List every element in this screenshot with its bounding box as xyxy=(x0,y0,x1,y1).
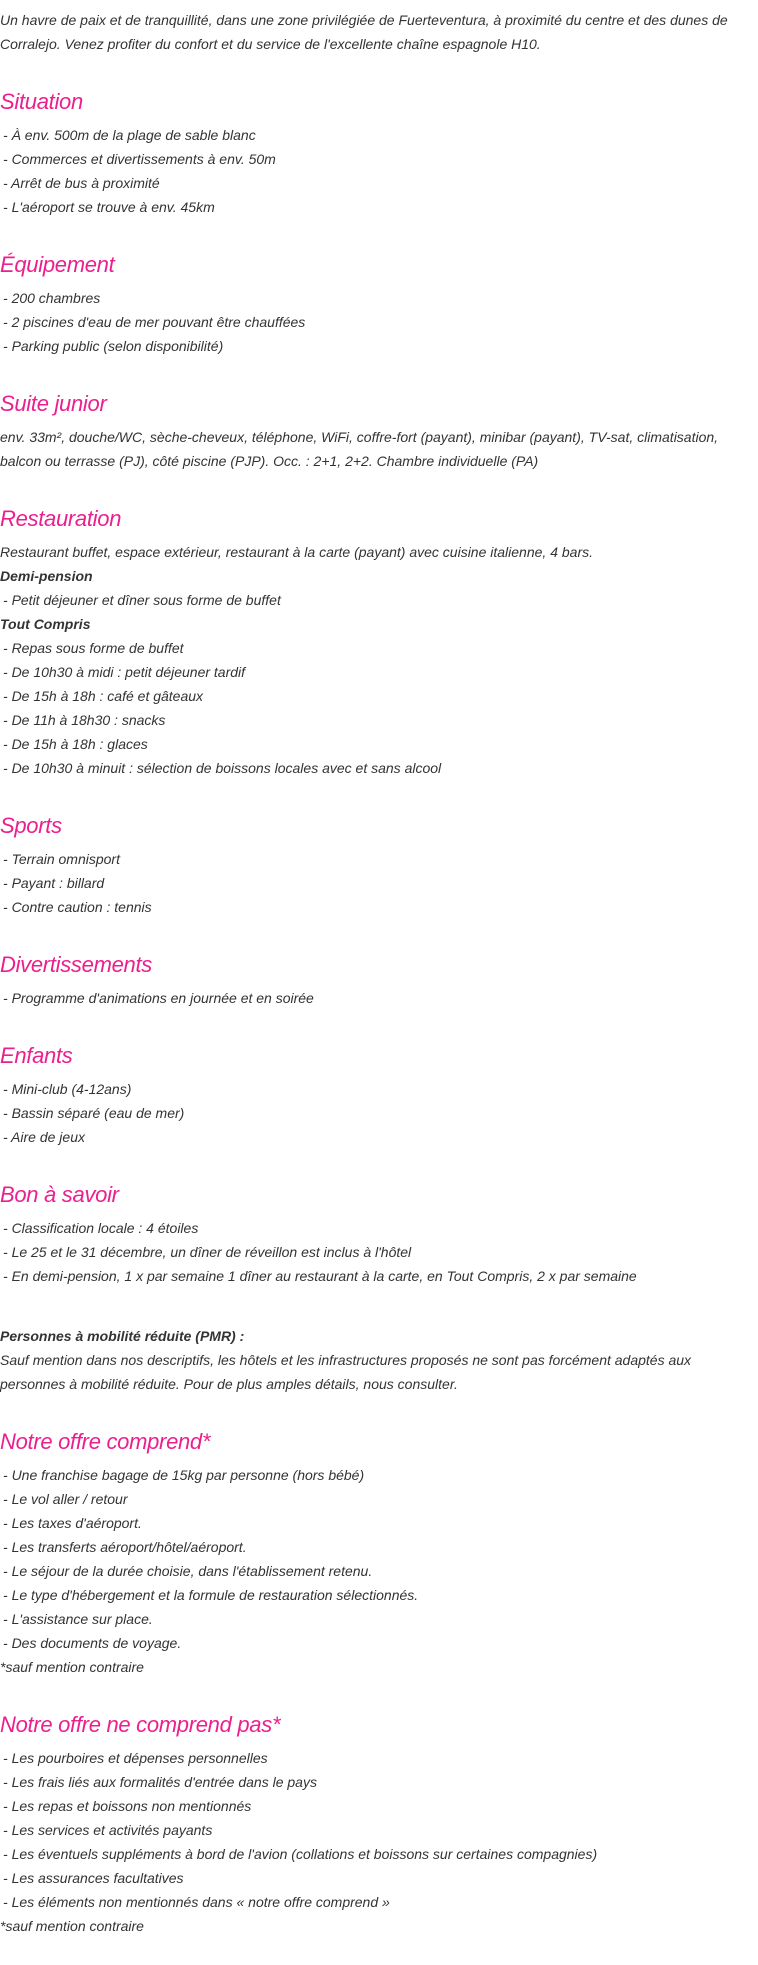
demi-pension-list xyxy=(0,588,758,612)
list-item: - 200 chambres xyxy=(0,286,758,310)
section-offre-ne-comprend-pas xyxy=(0,1710,758,1938)
tout-compris-list xyxy=(0,636,758,780)
list-item: - Petit déjeuner et dîner sous forme de buffet xyxy=(0,588,758,612)
section-title-sports: Sports xyxy=(0,813,62,838)
section-title-offre-ne-comprend-pas: Notre offre ne comprend pas* xyxy=(0,1712,281,1737)
suite-text: env. 33m², douche/WC, sèche-cheveux, téléphone, WiFi, coffre-fort (payant), minibar (payant), TV-sat, climatisation, balcon ou terrasse (PJ), côté piscine (PJP). Occ. : 2+1, 2+2. Chambre individuelle (PA) xyxy=(0,429,719,469)
restauration-text: Restaurant buffet, espace extérieur, restaurant à la carte (payant) avec cuisine italienne, 4 bars. xyxy=(0,544,593,560)
list-item: - De 10h30 à midi : petit déjeuner tardif xyxy=(0,660,758,684)
list-item: - Commerces et divertissements à env. 50m xyxy=(0,147,758,171)
section-situation xyxy=(0,87,758,219)
section-sports xyxy=(0,811,758,919)
list-item: - Le type d'hébergement et la formule de restauration sélectionnés. xyxy=(0,1583,758,1607)
offre-ne-comprend-pas-list xyxy=(0,1746,758,1938)
footnote: *sauf mention contraire xyxy=(0,1659,144,1675)
list-item: - Le 25 et le 31 décembre, un dîner de réveillon est inclus à l'hôtel xyxy=(0,1240,758,1264)
intro-text: Un havre de paix et de tranquillité, dans une zone privilégiée de Fuerteventura, à proximité du centre et des dunes de Corralejo. Venez profiter du confort et du service de l'excellente chaîne espagnole H10. xyxy=(0,12,728,52)
section-title-enfants: Enfants xyxy=(0,1043,73,1068)
list-item: - Les transferts aéroport/hôtel/aéroport. xyxy=(0,1535,758,1559)
list-item: - Bassin séparé (eau de mer) xyxy=(0,1101,758,1125)
section-offre-comprend xyxy=(0,1427,758,1679)
situation-list xyxy=(0,123,758,219)
demi-pension-label: Demi-pension xyxy=(0,568,93,584)
list-item: - Les taxes d'aéroport. xyxy=(0,1511,758,1535)
list-item: - Une franchise bagage de 15kg par personne (hors bébé) xyxy=(0,1463,758,1487)
list-item: - Repas sous forme de buffet xyxy=(0,636,758,660)
list-item: - De 15h à 18h : glaces xyxy=(0,732,758,756)
list-item: - Les éléments non mentionnés dans « notre offre comprend » xyxy=(0,1890,758,1914)
pmr-label: Personnes à mobilité réduite (PMR) : xyxy=(0,1328,245,1344)
section-title-suite: Suite junior xyxy=(0,391,107,416)
list-item: - De 10h30 à minuit : sélection de boissons locales avec et sans alcool xyxy=(0,756,758,780)
section-equipement xyxy=(0,250,758,358)
list-item: - L'assistance sur place. xyxy=(0,1607,758,1631)
list-item: - Parking public (selon disponibilité) xyxy=(0,334,758,358)
list-item: - Programme d'animations en journée et en soirée xyxy=(0,986,758,1010)
list-item: - Arrêt de bus à proximité xyxy=(0,171,758,195)
list-item: - Le vol aller / retour xyxy=(0,1487,758,1511)
list-item: - Aire de jeux xyxy=(0,1125,758,1149)
list-item: - Contre caution : tennis xyxy=(0,895,758,919)
section-suite xyxy=(0,389,758,473)
sports-list xyxy=(0,847,758,919)
list-item: - L'aéroport se trouve à env. 45km xyxy=(0,195,758,219)
section-divertissements xyxy=(0,950,758,1010)
section-enfants xyxy=(0,1041,758,1149)
tout-compris-label: Tout Compris xyxy=(0,616,91,632)
divertissements-list xyxy=(0,986,758,1010)
pmr-block xyxy=(0,1324,758,1396)
list-item: - Les pourboires et dépenses personnelles xyxy=(0,1746,758,1770)
list-item: - Les frais liés aux formalités d'entrée dans le pays xyxy=(0,1770,758,1794)
section-restauration xyxy=(0,504,758,780)
equipement-list xyxy=(0,286,758,358)
list-item: - De 11h à 18h30 : snacks xyxy=(0,708,758,732)
list-item: - De 15h à 18h : café et gâteaux xyxy=(0,684,758,708)
pmr-text: Sauf mention dans nos descriptifs, les hôtels et les infrastructures proposés ne sont pas forcément adaptés aux personnes à mobilité réduite. Pour de plus amples détails, nous consulter. xyxy=(0,1352,692,1392)
section-title-situation: Situation xyxy=(0,89,83,114)
section-title-restauration: Restauration xyxy=(0,506,122,531)
list-item: - Les assurances facultatives xyxy=(0,1866,758,1890)
section-title-offre-comprend: Notre offre comprend* xyxy=(0,1429,211,1454)
bon-a-savoir-list xyxy=(0,1216,758,1288)
list-item: - En demi-pension, 1 x par semaine 1 dîner au restaurant à la carte, en Tout Compris, 2 x par semaine xyxy=(0,1264,758,1288)
list-item: - Mini-club (4-12ans) xyxy=(0,1077,758,1101)
footnote: *sauf mention contraire xyxy=(0,1918,144,1934)
enfants-list xyxy=(0,1077,758,1149)
section-title-divertissements: Divertissements xyxy=(0,952,152,977)
section-title-equipement: Équipement xyxy=(0,252,115,277)
list-item: - 2 piscines d'eau de mer pouvant être chauffées xyxy=(0,310,758,334)
list-item: - Des documents de voyage. xyxy=(0,1631,758,1655)
list-item: - Les repas et boissons non mentionnés xyxy=(0,1794,758,1818)
section-bon-a-savoir xyxy=(0,1180,758,1288)
section-title-bon-a-savoir: Bon à savoir xyxy=(0,1182,119,1207)
list-item: - Les services et activités payants xyxy=(0,1818,758,1842)
list-item: - Le séjour de la durée choisie, dans l'établissement retenu. xyxy=(0,1559,758,1583)
list-item: - Les éventuels suppléments à bord de l'avion (collations et boissons sur certaines compagnies) xyxy=(0,1842,758,1866)
list-item: - Terrain omnisport xyxy=(0,847,758,871)
list-item: - À env. 500m de la plage de sable blanc xyxy=(0,123,758,147)
list-item: - Payant : billard xyxy=(0,871,758,895)
offre-comprend-list xyxy=(0,1463,758,1679)
list-item: - Classification locale : 4 étoiles xyxy=(0,1216,758,1240)
